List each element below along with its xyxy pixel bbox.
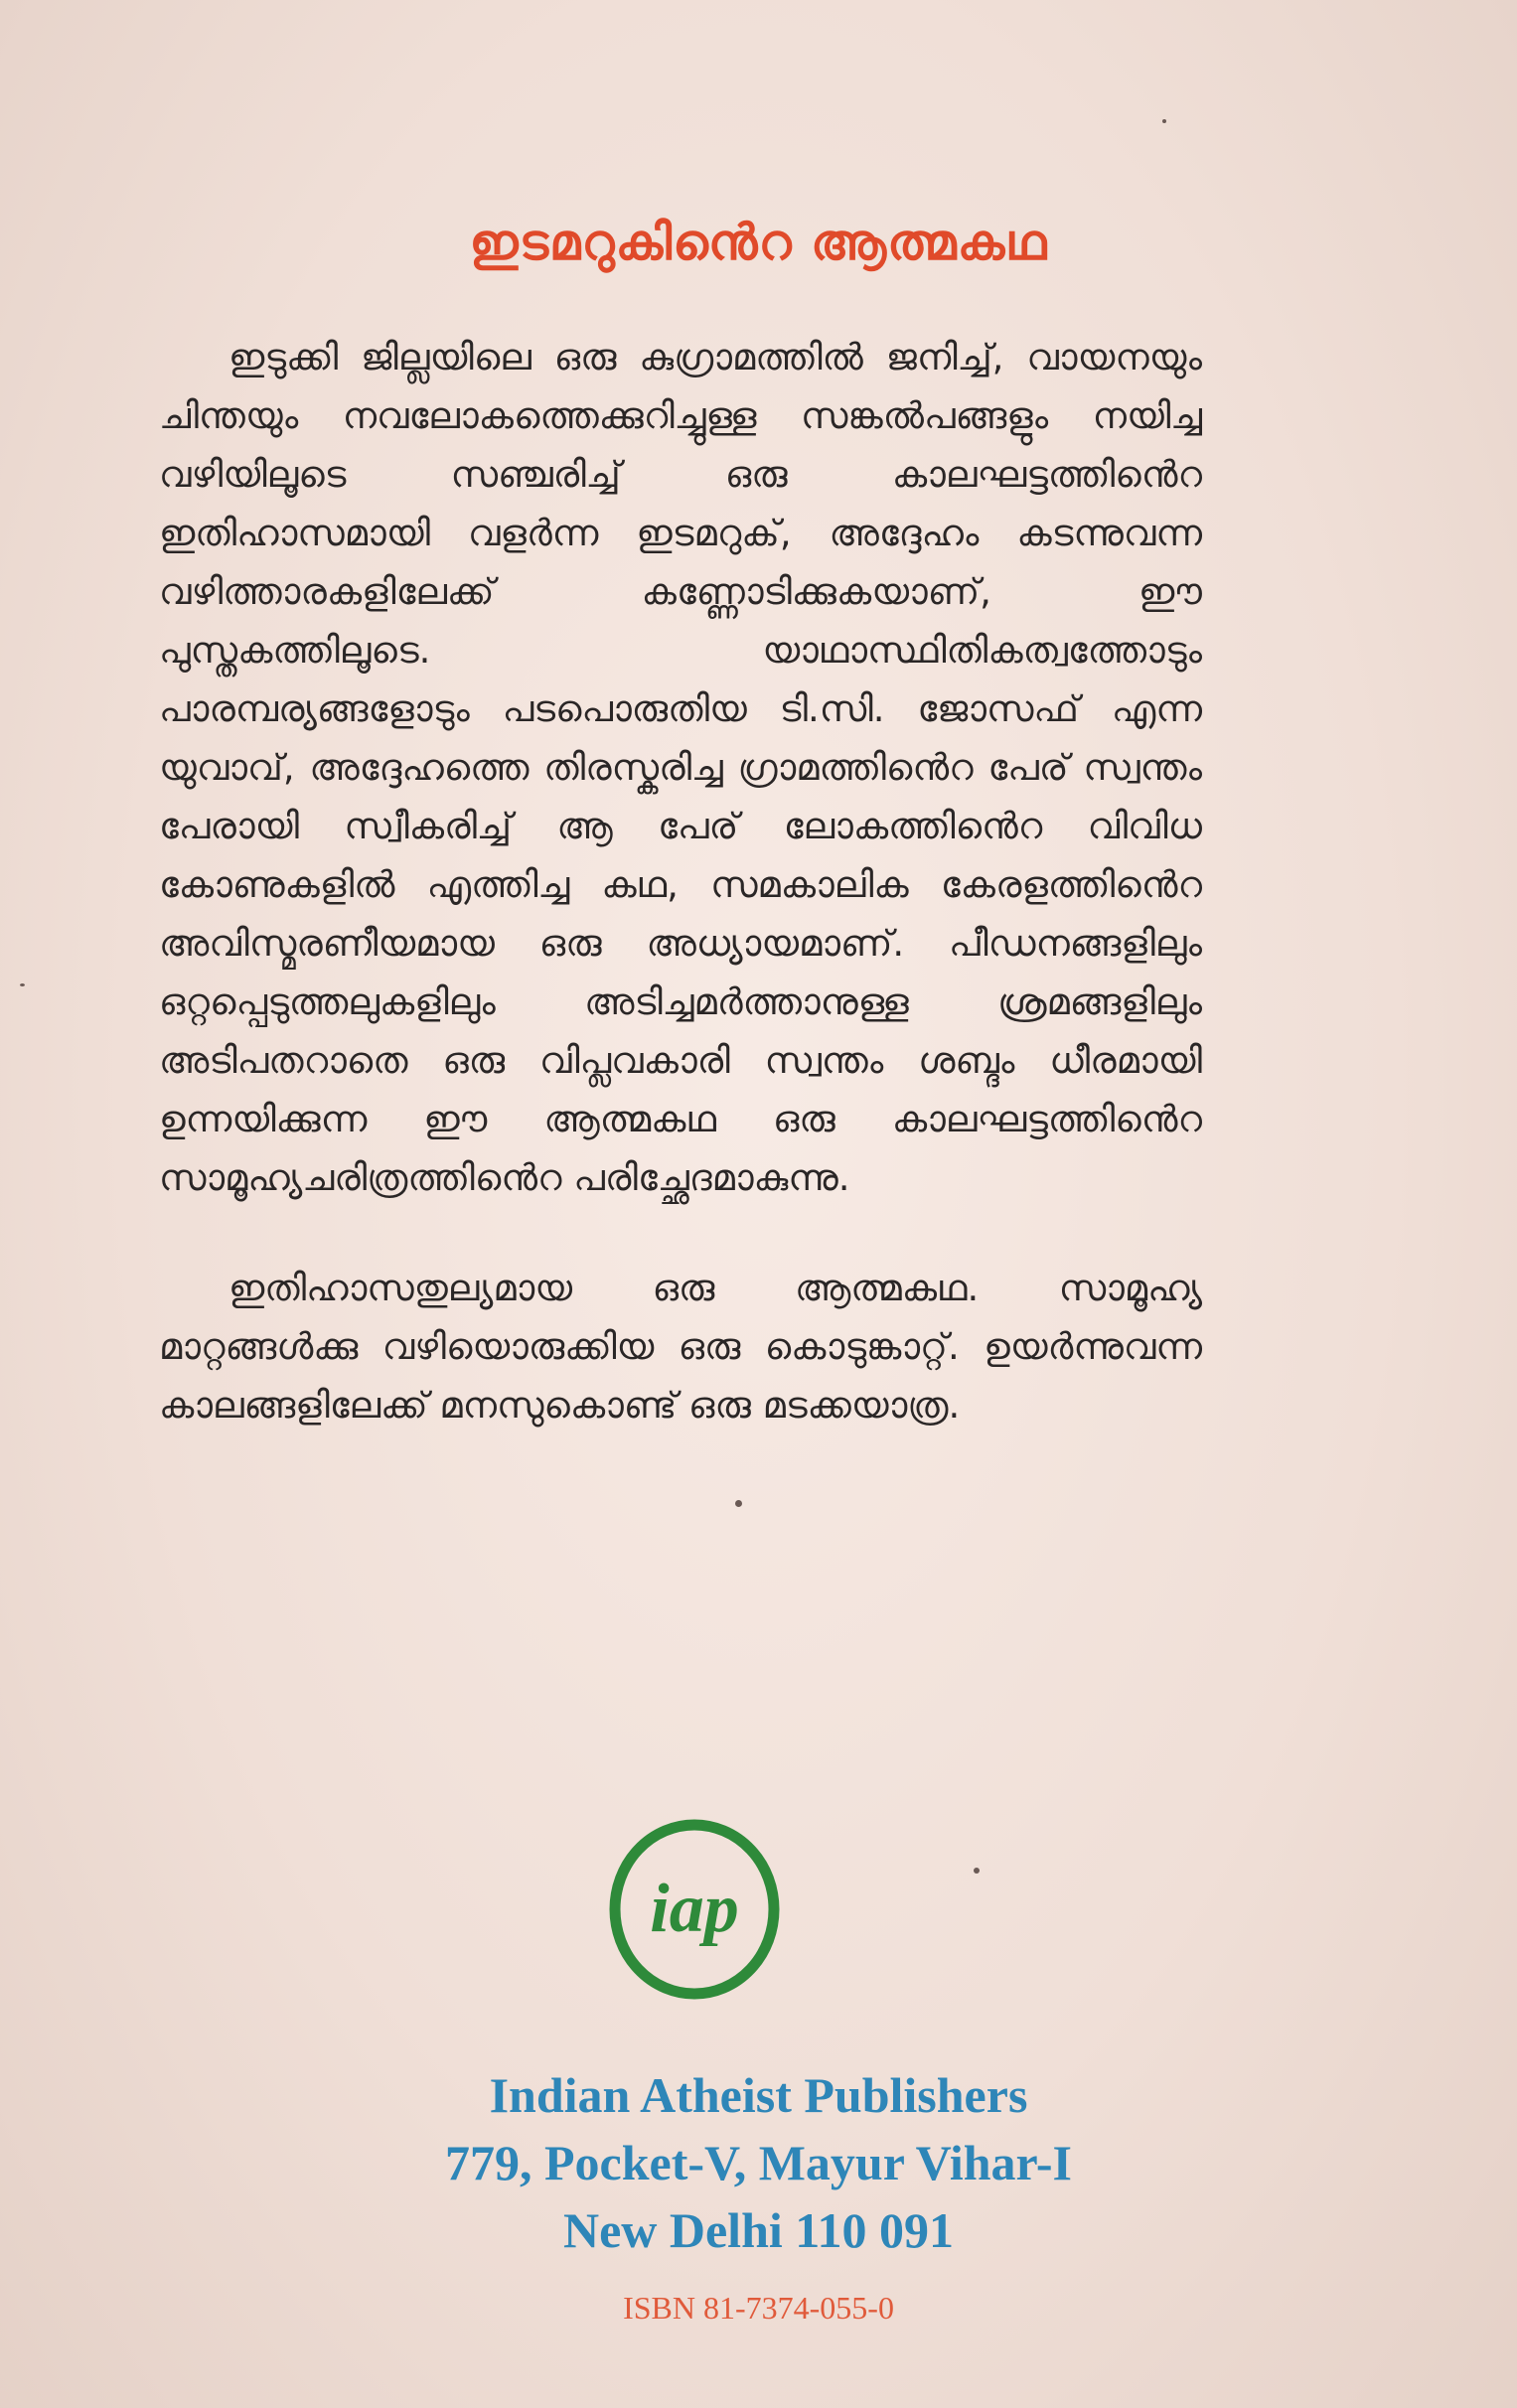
publisher-name: Indian Atheist Publishers <box>489 2067 1028 2123</box>
iap-logo <box>608 1818 781 2001</box>
publisher-address: 779, Pocket-V, Mayur Vihar-I <box>445 2135 1072 2190</box>
paper-speck <box>1162 119 1166 123</box>
blurb-paragraph-2: ഇതിഹാസതുല്യമായ ഒരു ആത്മകഥ. സാമൂഹ്യ മാറ്റങ്ങൾക്കു വഴിയൊരുക്കിയ ഒരു കൊടുങ്കാറ്റ്. ഉയർന്നുവന്ന കാലങ്ങളിലേക്ക് മനസുകൊണ്ട് ഒരു മടക്കയാത്ര. <box>159 1267 1202 1427</box>
paper-speck <box>974 1868 980 1874</box>
book-title: ഇടമറുകിൻെറ ആത്മകഥ <box>469 214 1048 271</box>
blurb-paragraph-1: ഇടുക്കി ജില്ലയിലെ ഒരു കുഗ്രാമത്തിൽ ജനിച്ച്, വായനയും ചിന്തയും നവലോകത്തെക്കുറിച്ചുള്ള സങ്കൽപങ്ങളും നയിച്ച വഴിയിലൂടെ സഞ്ചരിച്ച് ഒരു കാലഘട്ടത്തിൻെറ ഇതിഹാസമായി വളർന്ന ഇടമറുക്, അദ്ദേഹം കടന്നുവന്ന വഴിത്താരകളിലേക്ക് കണ്ണോടിക്കുകയാണ്, ഈ പുസ്തകത്തിലൂടെ. യാഥാസ്ഥിതികത്വത്തോടും പാരമ്പര്യങ്ങളോടും പടപൊരുതിയ ടി.സി. ജോസഫ് എന്ന യുവാവ്, അദ്ദേഹത്തെ തിരസ്കരിച്ച ഗ്രാമത്തിൻെറ പേര് സ്വന്തം പേരായി സ്വീകരിച്ച് ആ പേര് ലോകത്തിൻെറ വിവിധ കോണുകളിൽ എത്തിച്ച കഥ, സമകാലിക കേരളത്തിൻെറ അവിസ്മരണീയമായ ഒരു അധ്യായമാണ്. പീഡനങ്ങളിലും ഒറ്റപ്പെടുത്തലുകളിലും അടിച്ചമർത്താനുള്ള ശ്രമങ്ങളിലും അടിപതറാതെ ഒരു വിപ്ലവകാരി സ്വന്തം ശബ്ദം ധീരമായി ഉന്നയിക്കുന്ന ഈ ആത്മകഥ ഒരു കാലഘട്ടത്തിൻെറ സാമൂഹ്യചരിത്രത്തിൻെറ പരിച്ഛേദമാകുന്നു. <box>159 336 1202 1199</box>
logo-text: iap <box>650 1871 739 1947</box>
paper-speck <box>20 983 25 986</box>
blurb <box>159 328 1202 1434</box>
paper-speck <box>735 1500 742 1507</box>
publisher-block <box>0 2061 1517 2264</box>
isbn: ISBN 81-7374-055-0 <box>623 2290 894 2326</box>
publisher-city: New Delhi 110 091 <box>562 2202 955 2258</box>
